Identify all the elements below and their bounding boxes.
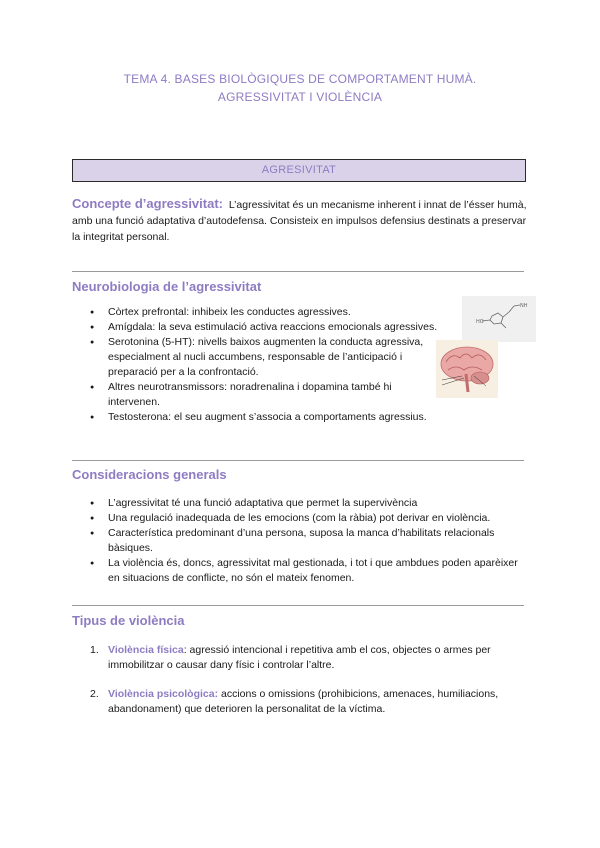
item-term: Violència física bbox=[108, 644, 184, 656]
list-item: ● Una regulació inadequada de les emocions (com la ràbia) pot derivar en violència. bbox=[90, 511, 530, 526]
general-heading: Consideracions generals bbox=[72, 467, 227, 482]
violence-heading: Tipus de violència bbox=[72, 613, 185, 628]
molecule-image bbox=[462, 296, 536, 342]
list-item bbox=[90, 687, 530, 717]
list-item bbox=[90, 643, 530, 673]
section-header: AGRESIVITAT bbox=[72, 159, 526, 182]
violence-list bbox=[90, 643, 530, 731]
item-number: 1. bbox=[90, 644, 99, 656]
concept-text: L’agressivitat és un mecanisme inherent i innat de l’ésser humà, amb una funció adaptativa d’autodefensa. Consisteix en impulsos defensius destinats a preservar la integritat personal. bbox=[72, 199, 527, 243]
general-list bbox=[90, 496, 530, 586]
item-text: accions o omissions (prohibicions, amenaces, humiliacions, abandonament) que deterioren la personalitat de la víctima. bbox=[108, 688, 499, 715]
list-item: ● L’agressivitat té una funció adaptativa que permet la supervivència bbox=[90, 496, 530, 511]
concept-paragraph bbox=[72, 196, 530, 245]
neurobiology-heading: Neurobiologia de l’agressivitat bbox=[72, 279, 262, 294]
neurobiology-list bbox=[90, 305, 440, 425]
divider bbox=[72, 271, 524, 272]
list-item: ● Amígdala: la seva estimulació activa reaccions emocionals agressives. bbox=[90, 320, 440, 335]
divider bbox=[72, 605, 524, 606]
document-title: TEMA 4. BASES BIOLÒGIQUES DE COMPORTAMENT HUMÀ. AGRESSIVITAT I VIOLÈNCIA bbox=[123, 72, 477, 104]
svg-text:NH: NH bbox=[520, 303, 528, 309]
list-item: ● Serotonina (5-HT): nivells baixos augmenten la conducta agressiva, especialment al nucli accumbens, responsable de l’anticipació i preparació per a la confrontació. bbox=[90, 335, 440, 380]
item-term: Violència psicològica: bbox=[108, 688, 219, 700]
list-item: ● Característica predominant d’una persona, suposa la manca d’habilitats relacionals bàsiques. bbox=[90, 526, 530, 556]
svg-text:HO: HO bbox=[476, 319, 484, 325]
list-item: ● Testosterona: el seu augment s’associa a comportaments agressius. bbox=[90, 410, 440, 425]
list-item: ● Còrtex prefrontal: inhibeix les conductes agressives. bbox=[90, 305, 440, 320]
divider bbox=[72, 460, 524, 461]
brain-image bbox=[436, 340, 498, 398]
list-item: ● Altres neurotransmissors: noradrenalina i dopamina també hi intervenen. bbox=[90, 380, 440, 410]
item-number: 2. bbox=[90, 688, 99, 700]
item-text: : agressió intencional i repetitiva amb el cos, objectes o armes per immobilitzar o causar dany físic i controlar l’altre. bbox=[108, 644, 491, 671]
list-item: ● La violència és, doncs, agressivitat mal gestionada, i tot i que ambdues poden aparèixer en situacions de conflicte, no són el mateix fenomen. bbox=[90, 556, 530, 586]
concept-lead: Concepte d’agressivitat: bbox=[72, 196, 223, 211]
